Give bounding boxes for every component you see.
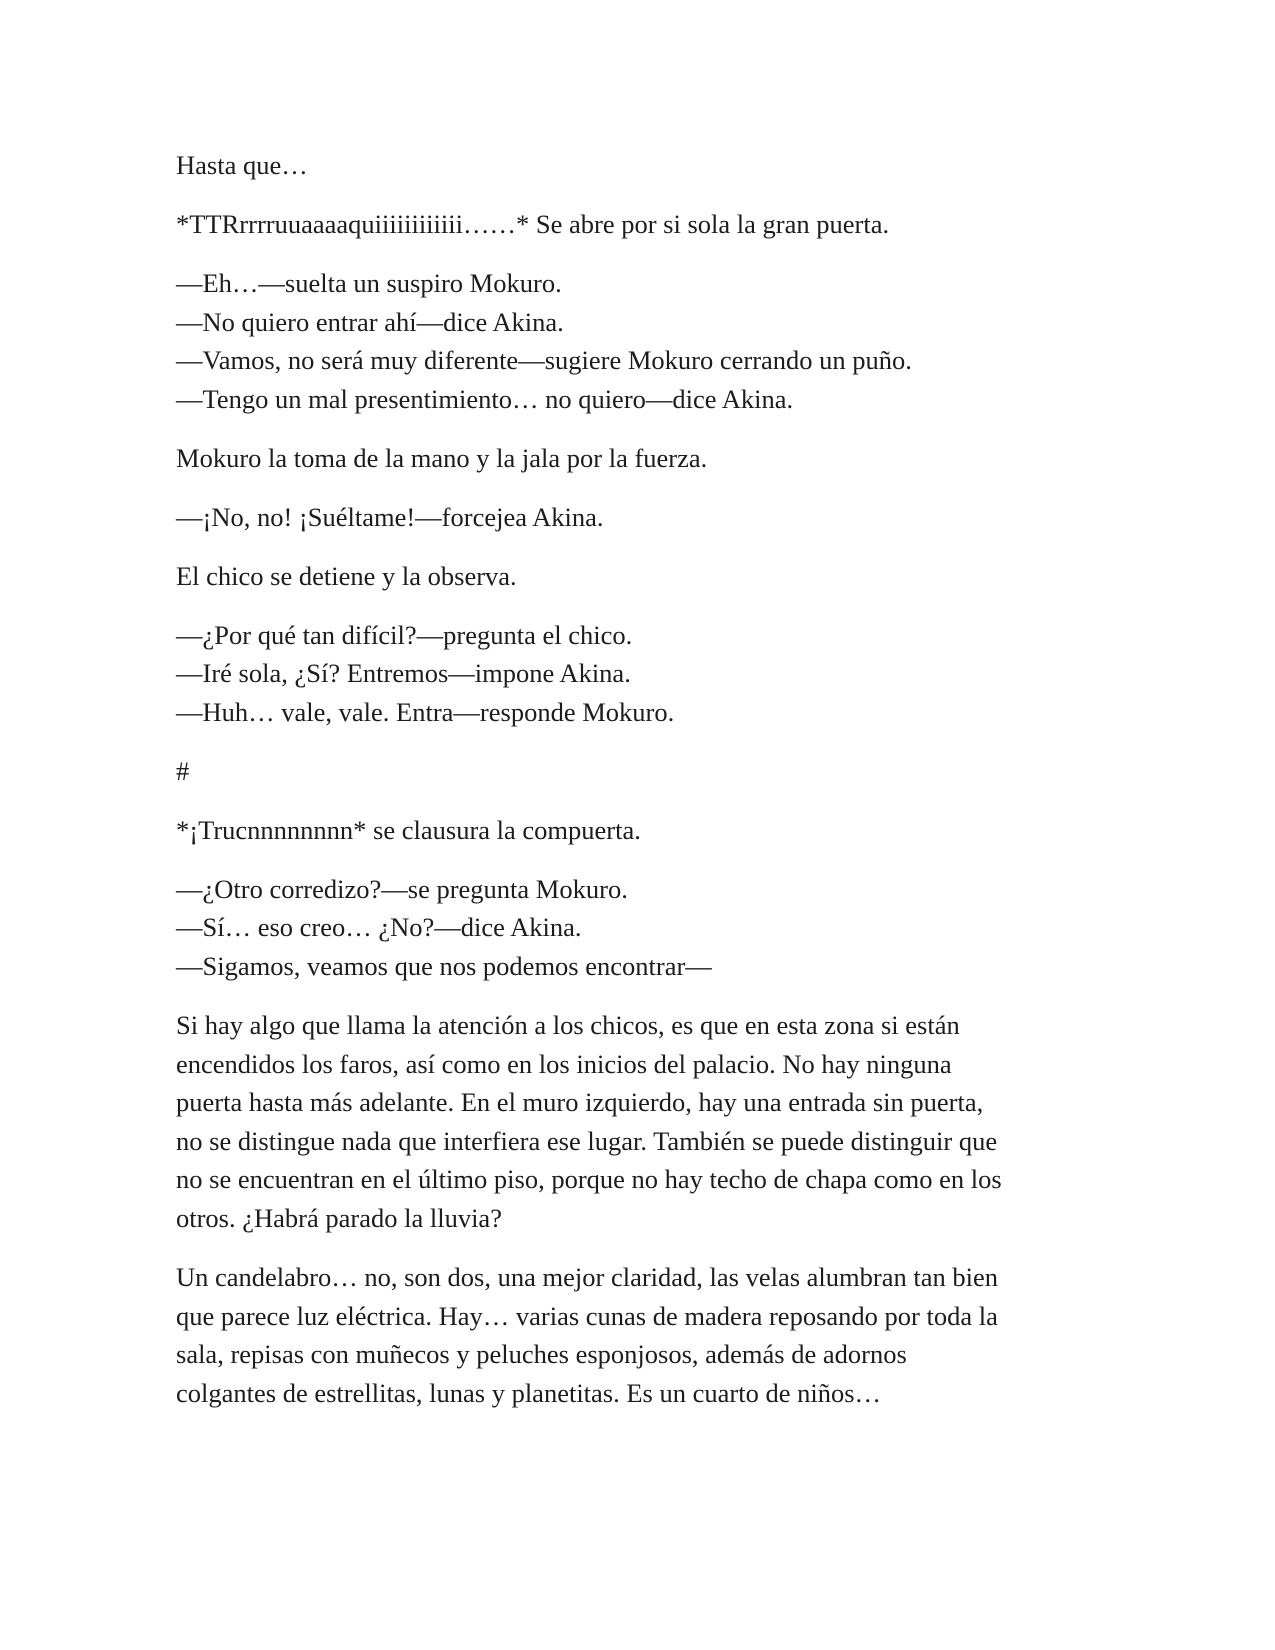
dialogue-line: —Vamos, no será muy diferente—sugiere Mokuro cerrando un puño. <box>176 345 912 376</box>
text-line: que parece luz eléctrica. Hay… varias cunas de madera reposando por toda la <box>176 1300 998 1331</box>
text-line: *TTRrrrruuaaaaquiiiiiiiiiiii……* Se abre por si sola la gran puerta. <box>176 208 890 239</box>
dialogue-block <box>176 498 1096 537</box>
text-line: no se distingue nada que interfiera ese lugar. También se puede distinguir que <box>176 1125 998 1156</box>
scene-break <box>176 752 1096 791</box>
dialogue-line: —Sí… eso creo… ¿No?—dice Akina. <box>176 912 582 943</box>
text-line: otros. ¿Habrá parado la lluvia? <box>176 1202 502 1233</box>
dialogue-line: —Iré sola, ¿Sí? Entremos—impone Akina. <box>176 658 631 689</box>
text-line: *¡Trucnnnnnnnn* se clausura la compuerta. <box>176 814 641 845</box>
dialogue-line: —¡No, no! ¡Suéltame!—forcejea Akina. <box>176 501 604 532</box>
dialogue-line: —¿Otro corredizo?—se pregunta Mokuro. <box>176 873 628 904</box>
paragraph <box>176 557 1096 596</box>
document-body <box>176 146 1096 1433</box>
text-line: Un candelabro… no, son dos, una mejor claridad, las velas alumbran tan bien <box>176 1261 998 1292</box>
dialogue-block <box>176 264 1096 418</box>
dialogue-line: —No quiero entrar ahí—dice Akina. <box>176 306 564 337</box>
text-line: puerta hasta más adelante. En el muro izquierdo, hay una entrada sin puerta, <box>176 1087 984 1118</box>
paragraph <box>176 205 1096 244</box>
dialogue-line: —Sigamos, veamos que nos podemos encontrar— <box>176 951 712 982</box>
text-line: Hasta que… <box>176 150 308 180</box>
text-line: sala, repisas con muñecos y peluches esponjosos, además de adornos <box>176 1339 907 1370</box>
text-line: Mokuro la toma de la mano y la jala por la fuerza. <box>176 442 708 473</box>
paragraph <box>176 1006 1096 1238</box>
dialogue-block <box>176 870 1096 986</box>
paragraph <box>176 439 1096 478</box>
dialogue-line: —Eh…—suelta un suspiro Mokuro. <box>176 267 562 298</box>
text-line: colgantes de estrellitas, lunas y planetitas. Es un cuarto de niños… <box>176 1377 882 1408</box>
text-line: Si hay algo que llama la atención a los chicos, es que en esta zona si están <box>176 1010 960 1040</box>
dialogue-line: —Tengo un mal presentimiento… no quiero—dice Akina. <box>176 383 794 414</box>
scene-break-marker: # <box>176 755 190 786</box>
dialogue-block <box>176 616 1096 732</box>
paragraph <box>176 811 1096 850</box>
paragraph <box>176 146 1096 185</box>
text-line: encendidos los faros, así como en los inicios del palacio. No hay ninguna <box>176 1048 952 1079</box>
text-line: no se encuentran en el último piso, porque no hay techo de chapa como en los <box>176 1164 1002 1195</box>
dialogue-line: —¿Por qué tan difícil?—pregunta el chico. <box>176 619 633 650</box>
text-line: El chico se detiene y la observa. <box>176 560 517 591</box>
dialogue-line: —Huh… vale, vale. Entra—responde Mokuro. <box>176 696 675 727</box>
paragraph <box>176 1258 1096 1412</box>
